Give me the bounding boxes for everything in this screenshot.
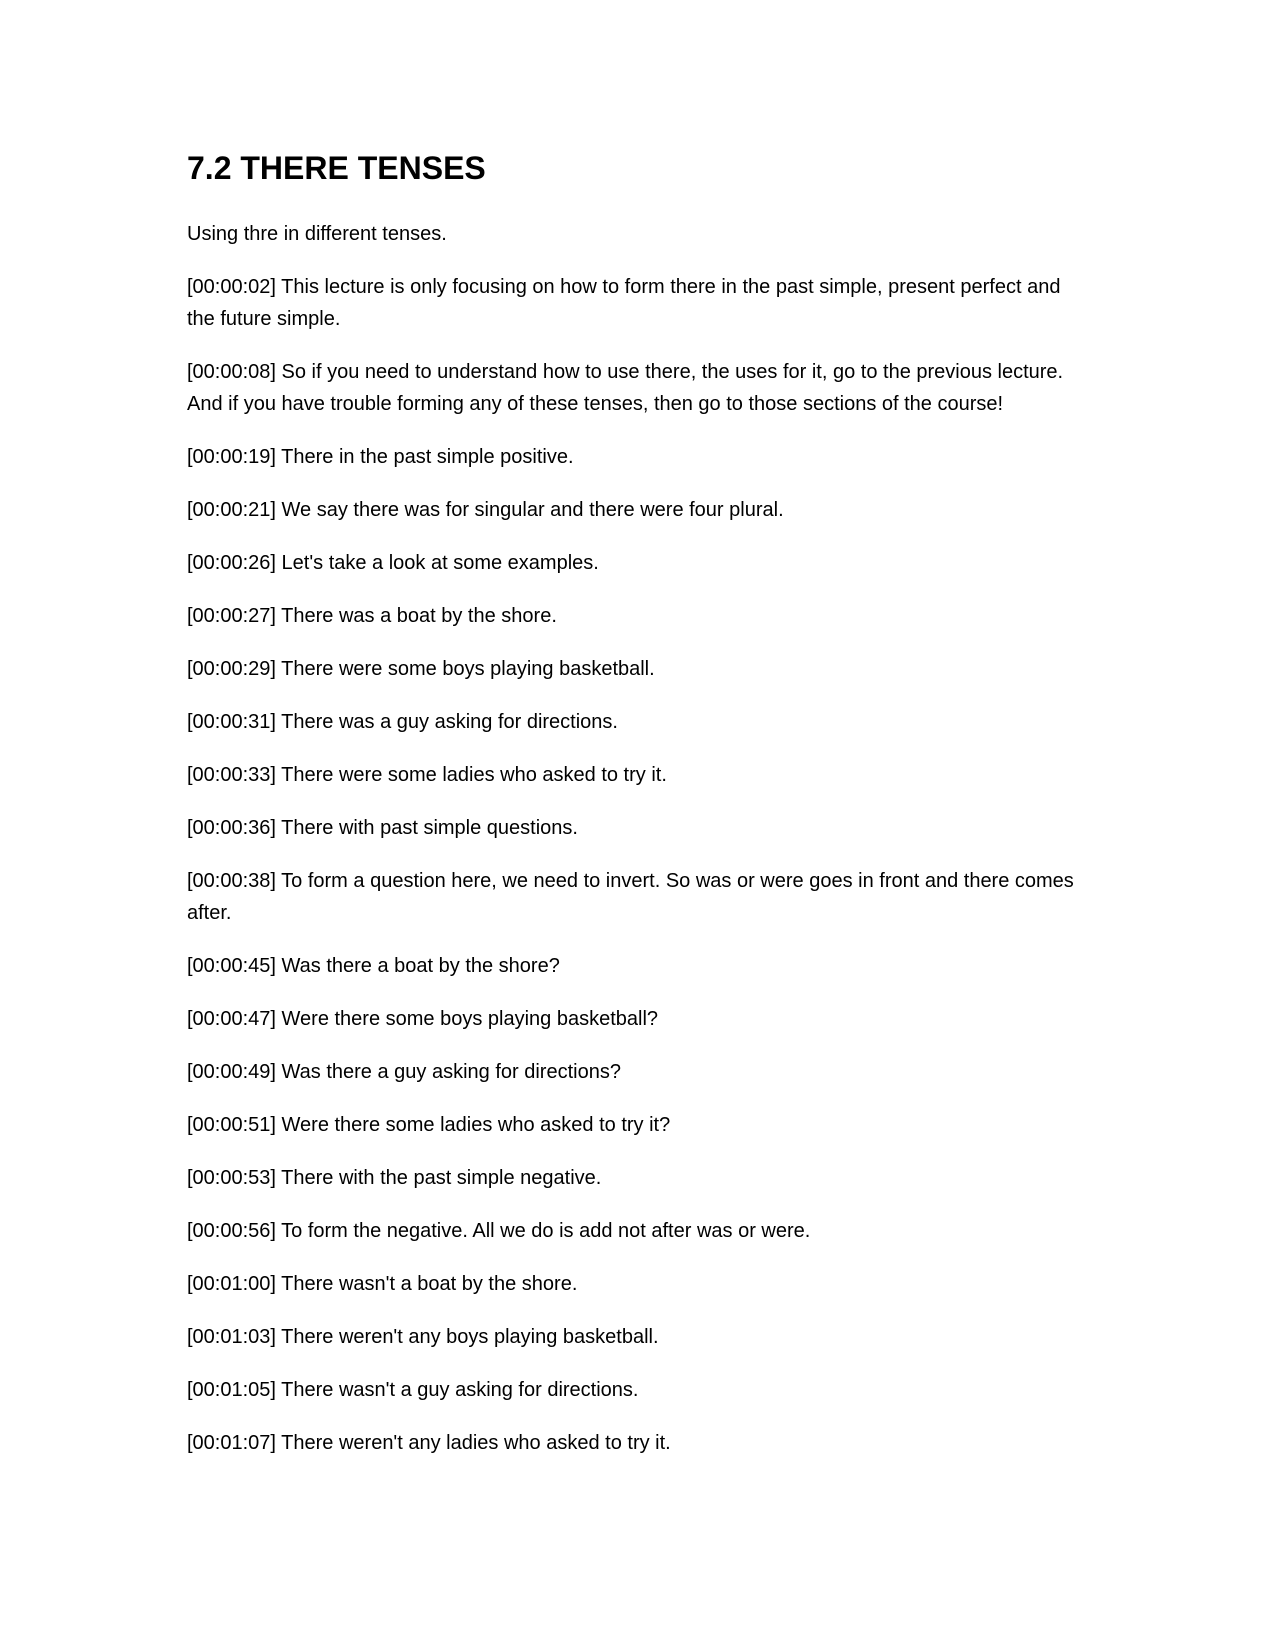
paragraph: [00:00:51] Were there some ladies who asked to try it? [187,1114,671,1136]
paragraph: [00:00:33] There were some ladies who asked to try it. [187,764,667,786]
paragraph: [00:00:36] There with past simple questions. [187,817,578,839]
paragraph: [00:00:49] Was there a guy asking for directions? [187,1061,621,1083]
paragraph: [00:00:21] We say there was for singular and there were four plural. [187,499,784,521]
paragraph: [00:00:38] To form a question here, we need to invert. So was or were goes in front and there comes after. [187,870,1074,924]
paragraph: [00:01:05] There wasn't a guy asking for directions. [187,1379,639,1401]
paragraph: [00:00:47] Were there some boys playing basketball? [187,1008,659,1030]
paragraph: [00:00:29] There were some boys playing basketball. [187,658,655,680]
paragraph: Using thre in different tenses. [187,223,447,245]
paragraph: [00:01:07] There weren't any ladies who asked to try it. [187,1432,671,1454]
paragraph: [00:00:08] So if you need to understand how to use there, the uses for it, go to the previous lecture. And if you have trouble forming any of these tenses, then go to those sections of the course! [187,361,1064,415]
paragraph: [00:00:26] Let's take a look at some examples. [187,552,599,574]
paragraph: [00:00:53] There with the past simple negative. [187,1167,602,1189]
paragraph: [00:00:31] There was a guy asking for directions. [187,711,618,733]
paragraph: [00:01:00] There wasn't a boat by the shore. [187,1273,578,1295]
page-title: 7.2 THERE TENSES [187,150,486,186]
paragraph: [00:00:45] Was there a boat by the shore? [187,955,560,977]
paragraph: [00:00:02] This lecture is only focusing on how to form there in the past simple, present perfect and the future simple. [187,276,1061,330]
paragraph: [00:00:27] There was a boat by the shore. [187,605,557,627]
paragraph: [00:00:19] There in the past simple positive. [187,446,574,468]
paragraph: [00:00:56] To form the negative. All we do is add not after was or were. [187,1220,811,1242]
paragraph: [00:01:03] There weren't any boys playing basketball. [187,1326,659,1348]
document-body [187,148,1087,1480]
